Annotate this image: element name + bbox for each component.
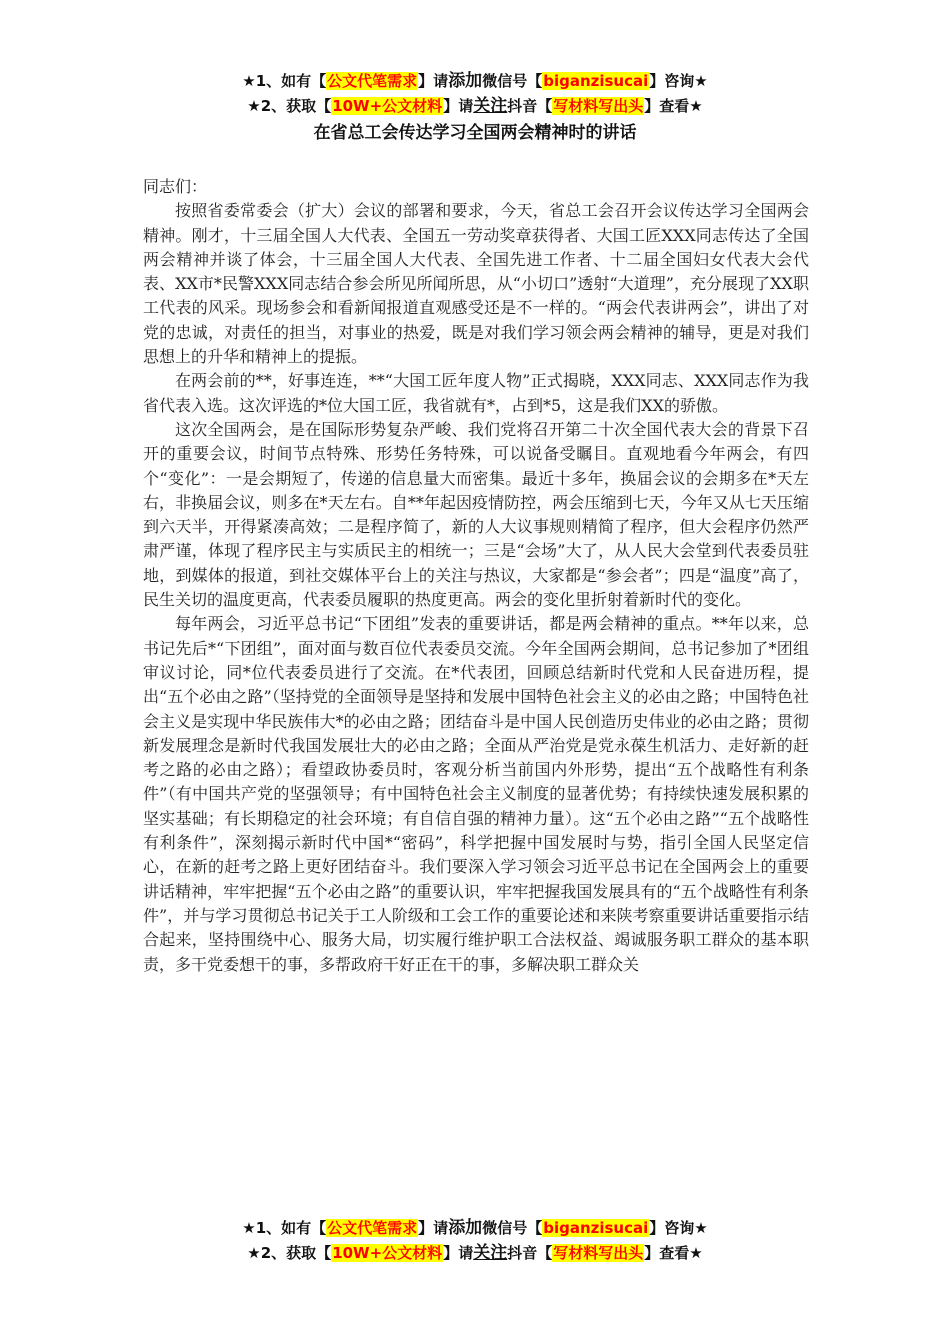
document-title: 在省总工会传达学习全国两会精神时的讲话 (313, 123, 637, 143)
paragraph: 这次全国两会，是在国际形势复杂严峻、我们党将召开第二十次全国代表大会的背景下召开的重要会议，时间节点特殊、形势任务特殊，可以说备受瞩目。直观地看今年两会，有四个“变化”：一是会期短了，传递的信息量大而密集。最近十多年，换届会议的会期多在*天左右，非换届会议，则多在*天左右。自**年起因疫情防控，两会压缩到七天，今年又从七天压缩到六天半，开得紧凑高效；二是程序简了，新的人大议事规则精简了程序，但大会程序仍然严肃严谨，体现了程序民主与实质民主的相统一；三是“会场”大了，从人民大会堂到代表委员驻地，到媒体的报道，到社交媒体平台上的关注与热议，大家都是“参会者”；四是“温度”高了，民生关切的温度更高，代表委员履职的热度更高。两会的变化里折射着新时代的变化。 (143, 419, 809, 610)
promo-text: 】请 (443, 1244, 474, 1262)
promo-text: 微信号【 (482, 1219, 543, 1237)
salutation: 同志们： (143, 177, 208, 196)
promo-text: 】咨询★ (649, 72, 708, 90)
promo-text: 】请 (443, 97, 474, 115)
promo-text: ★2、获取【 (247, 1244, 332, 1262)
promo-text: ★1、如有【 (242, 1219, 327, 1237)
promo-text: 】查看★ (644, 1244, 703, 1262)
promo-wechat-id: biganzisucai (543, 1219, 649, 1237)
paragraph: 在两会前的**，好事连连，**“大国工匠年度人物”正式揭晓，XXX同志、XXX同志作为我省代表入选。这次评选的*位大国工匠，我省就有*，占到*5，这是我们XX的骄傲。 (143, 371, 809, 415)
promo-highlight: 10W+公文材料 (332, 1244, 443, 1262)
promo-text: 】请 (418, 72, 449, 90)
paragraph: 每年两会，习近平总书记“下团组”发表的重要讲话，都是两会精神的重点。**年以来，总书记先后*“下团组”，面对面与数百位代表委员交流。今年全国两会期间，总书记参加了*团组审议讨论，同*位代表委员进行了交流。在*代表团，回顾总结新时代党和人民奋进历程，提出“五个必由之路”（坚持党的全面领导是坚持和发展中国特色社会主义的必由之路；中国特色社会主义是实现中华民族伟大*的必由之路；团结奋斗是中国人民创造历史伟业的必由之路；贯彻新发展理念是新时代我国发展壮大的必由之路；全面从严治党是党永葆生机活力、走好新的赶考之路的必由之路）；看望政协委员时，客观分析当前国内外形势，提出“五个战略性有利条件”（有中国共产党的坚强领导；有中国特色社会主义制度的显著优势；有持续快速发展积累的坚实基础；有长期稳定的社会环境；有自信自强的精神力量）。这“五个必由之路”“五个战略性有利条件”，深刻揭示新时代中国*“密码”，科学把握中国发展时与势，指引全国人民坚定信心，在新的赶考之路上更好团结奋斗。我们要深入学习领会习近平总书记在全国两会上的重要讲话精神，牢牢把握“五个必由之路”的重要认识，牢牢把握我国发展具有的“五个战略性有利条件”，并与学习贯彻总书记关于工人阶级和工会工作的重要论述和来陕考察重要讲话重要指示结合起来，坚持围绕中心、服务大局，切实履行维护职工合法权益、竭诚服务职工群众的基本职责，多干党委想干的事，多帮政府干好正在干的事，多解决职工群众关 (143, 614, 809, 974)
promo-text: 】咨询★ (649, 1219, 708, 1237)
promo-text: 微信号【 (482, 72, 543, 90)
promo-text: 抖音【 (507, 97, 553, 115)
promo-text: 】请 (418, 1219, 449, 1237)
promo-highlight: 公文代笔需求 (327, 72, 418, 90)
promo-emphasis: 添加 (448, 1218, 483, 1238)
promo-highlight: 公文代笔需求 (327, 1219, 418, 1237)
promo-highlight: 10W+公文材料 (332, 97, 443, 115)
promo-text: 】查看★ (644, 97, 703, 115)
promo-emphasis: 关注 (473, 96, 508, 116)
promo-line-wechat-bottom (0, 1217, 950, 1239)
promo-line-douyin-bottom (0, 1242, 950, 1264)
promo-line-douyin-top (0, 95, 950, 117)
paragraph: 按照省委常委会（扩大）会议的部署和要求，今天，省总工会召开会议传达学习全国两会精神。刚才，十三届全国人大代表、全国五一劳动奖章获得者、大国工匠XXX同志传达了全国两会精神并谈了体会，十三届全国人大代表、全国先进工作者、十二届全国妇女代表大会代表、XX市*民警XXX同志结合参会所见所闻所思，从“小切口”透射“大道理”，充分展现了XX职工代表的风采。现场参会和看新闻报道直观感受还是不一样的。“两会代表讲两会”，讲出了对党的忠诚，对责任的担当，对事业的热爱，既是对我们学习领会两会精神的辅导，更是对我们思想上的升华和精神上的提振。 (143, 201, 809, 367)
promo-text: ★2、获取【 (247, 97, 332, 115)
promo-text: 抖音【 (507, 1244, 553, 1262)
promo-text: ★1、如有【 (242, 72, 327, 90)
promo-line-wechat-top (0, 70, 950, 92)
promo-emphasis: 关注 (473, 1243, 508, 1263)
promo-emphasis: 添加 (448, 71, 483, 91)
promo-wechat-id: biganzisucai (543, 72, 649, 90)
promo-douyin-id: 写材料写出头 (553, 1244, 644, 1262)
promo-douyin-id: 写材料写出头 (553, 97, 644, 115)
document-body (143, 175, 809, 977)
